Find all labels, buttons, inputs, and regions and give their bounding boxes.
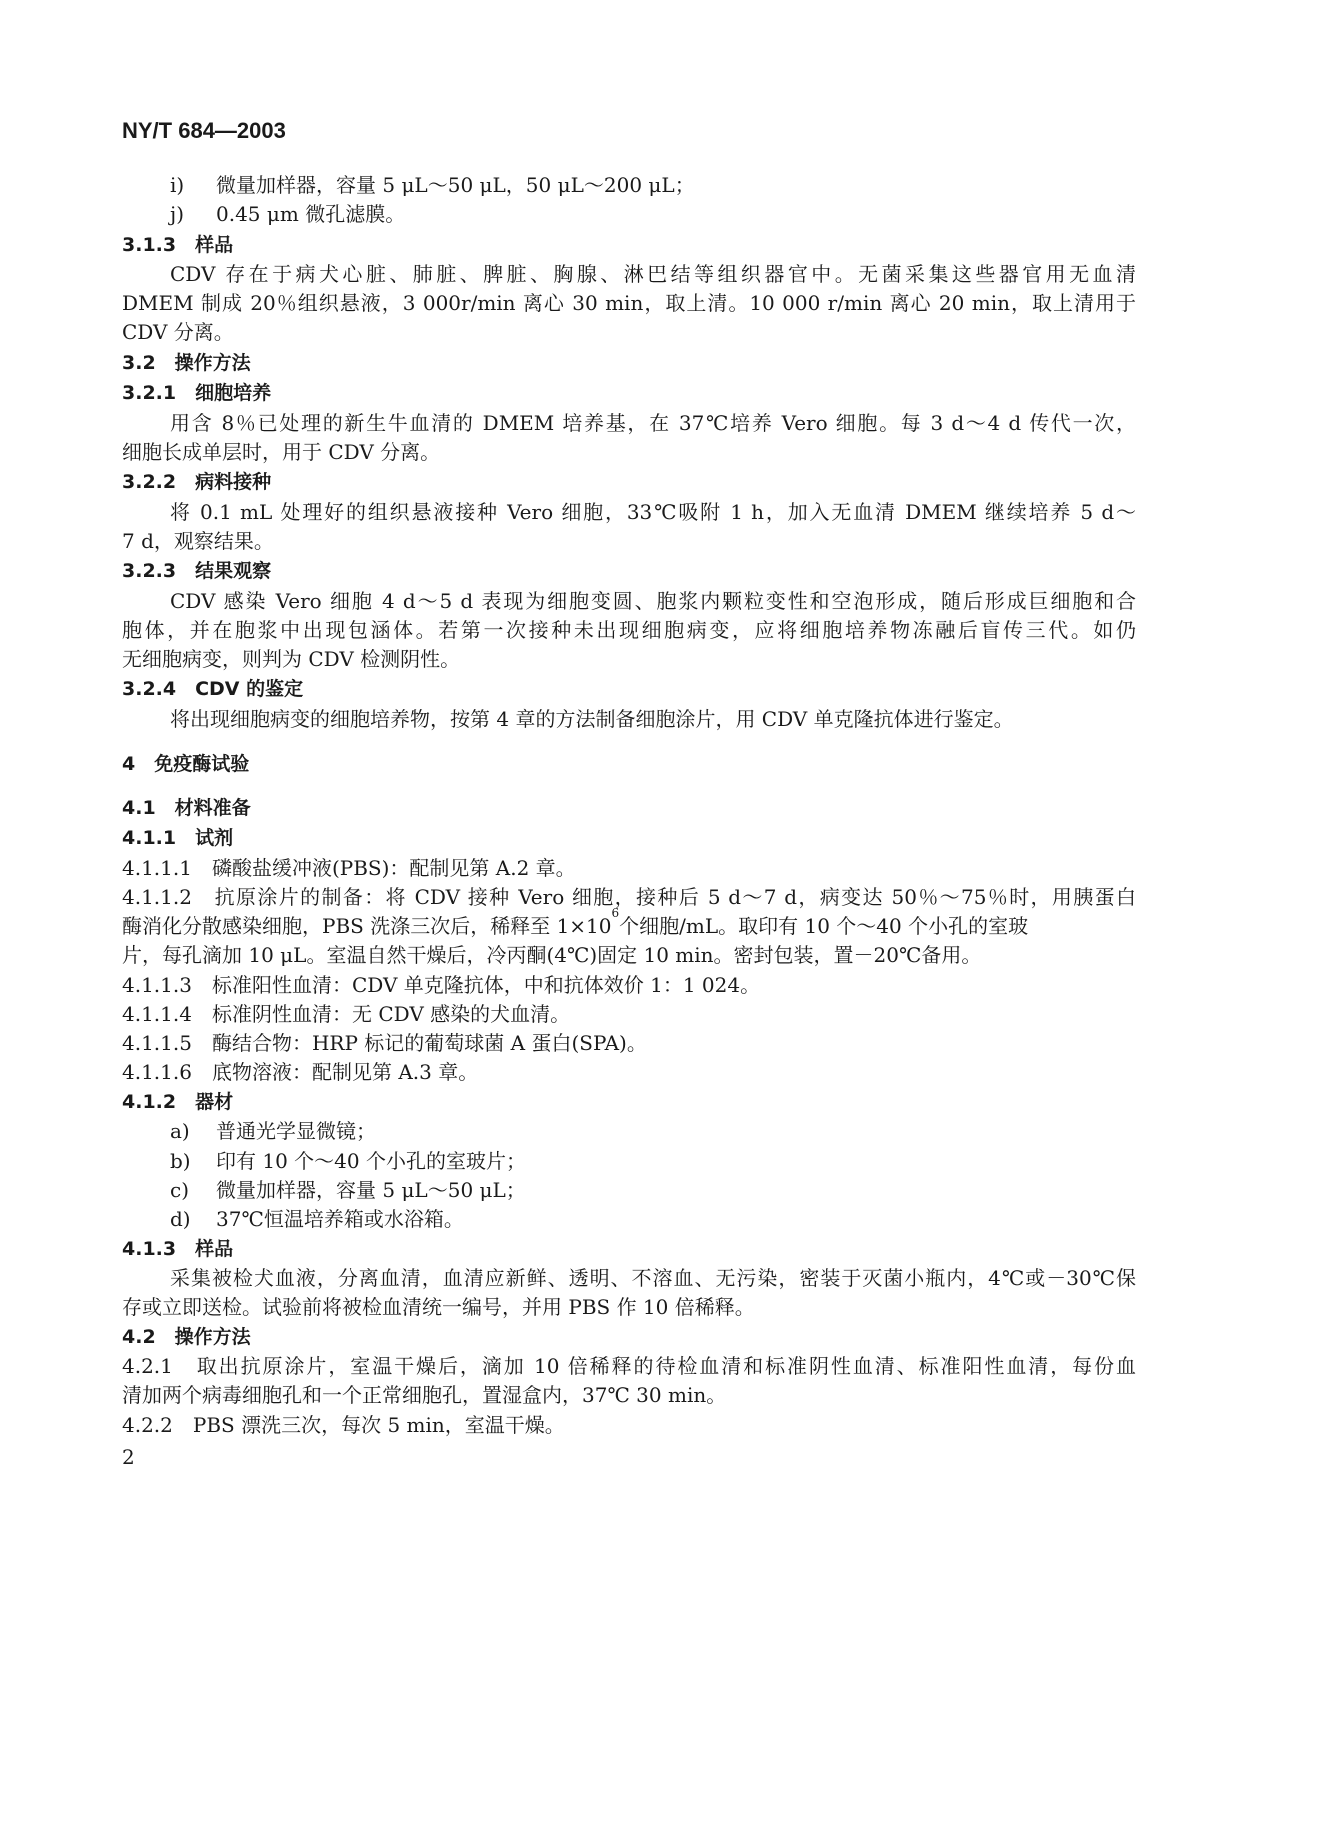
heading-4: 4 免疫酶试验 xyxy=(122,753,250,775)
list-label-d: d) xyxy=(170,1207,191,1231)
para-4-1-1-5: 4.1.1.5 酶结合物：HRP 标记的葡萄球菌 A 蛋白(SPA)。 xyxy=(122,1031,647,1055)
para-3-2-3-line3: 无细胞病变，则判为 CDV 检测阴性。 xyxy=(122,647,461,671)
para-3-1-3-line1: CDV 存在于病犬心脏、肺脏、脾脏、胸腺、淋巴结等组织器官中。无菌采集这些器官用无血清 xyxy=(170,262,1136,286)
heading-3-2: 3.2 操作方法 xyxy=(122,352,251,374)
para-4-1-3-line2: 存或立即送检。试验前将被检血清统一编号，并用 PBS 作 10 倍稀释。 xyxy=(122,1295,755,1319)
para-4-1-1-2-line2-part2: 个细胞/mL。取印有 10 个～40 个小孔的室玻 xyxy=(619,914,1029,938)
para-3-1-3-line3: CDV 分离。 xyxy=(122,320,234,344)
list-item-c: 微量加样器，容量 5 μL～50 μL； xyxy=(216,1178,526,1202)
heading-4-1-1: 4.1.1 试剂 xyxy=(122,827,234,849)
superscript-exponent: 6 xyxy=(611,906,620,920)
para-4-2-1-line2: 清加两个病毒细胞孔和一个正常细胞孔，置湿盒内，37℃ 30 min。 xyxy=(122,1383,727,1407)
para-4-1-1-3: 4.1.1.3 标准阳性血清：CDV 单克隆抗体，中和抗体效价 1：1 024。 xyxy=(122,973,761,997)
heading-4-1-3: 4.1.3 样品 xyxy=(122,1238,234,1260)
para-4-1-1-4: 4.1.1.4 标准阴性血清：无 CDV 感染的犬血清。 xyxy=(122,1002,571,1026)
para-4-2-2: 4.2.2 PBS 漂洗三次，每次 5 min，室温干燥。 xyxy=(122,1413,565,1437)
list-label-a: a) xyxy=(170,1119,190,1143)
list-item-a: 普通光学显微镜； xyxy=(216,1119,376,1143)
para-3-2-1-line2: 细胞长成单层时，用于 CDV 分离。 xyxy=(122,440,441,464)
para-4-1-1-2-line2-part1: 酶消化分散感染细胞，PBS 洗涤三次后，稀释至 1×10 xyxy=(122,914,612,938)
heading-3-1-3: 3.1.3 样品 xyxy=(122,234,234,256)
heading-3-2-2: 3.2.2 病料接种 xyxy=(122,471,272,493)
para-4-2-1-line1: 4.2.1 取出抗原涂片，室温干燥后，滴加 10 倍稀释的待检血清和标准阴性血清、标准阳性血清，每份血 xyxy=(122,1354,1136,1378)
page-number: 2 xyxy=(122,1445,135,1469)
heading-3-2-4: 3.2.4 CDV 的鉴定 xyxy=(122,678,304,700)
para-3-2-2-line1: 将 0.1 mL 处理好的组织悬液接种 Vero 细胞，33℃吸附 1 h，加入无血清 DMEM 继续培养 5 d～ xyxy=(170,500,1136,524)
para-3-2-3-line1: CDV 感染 Vero 细胞 4 d～5 d 表现为细胞变圆、胞浆内颗粒变性和空泡形成，随后形成巨细胞和合 xyxy=(170,589,1136,613)
para-4-1-3-line1: 采集被检犬血液，分离血清，血清应新鲜、透明、不溶血、无污染，密装于灭菌小瓶内，4℃或－30℃保 xyxy=(170,1266,1136,1290)
list-item-b: 印有 10 个～40 个小孔的室玻片； xyxy=(216,1149,526,1173)
document-id: NY/T 684—2003 xyxy=(122,118,286,143)
para-4-1-1-2-line2 xyxy=(122,906,1136,939)
para-4-1-1-6: 4.1.1.6 底物溶液：配制见第 A.3 章。 xyxy=(122,1060,479,1084)
list-label-b: b) xyxy=(170,1149,191,1173)
para-4-1-1-2-line3: 片，每孔滴加 10 μL。室温自然干燥后，冷丙酮(4℃)固定 10 min。密封包装，置－20℃备用。 xyxy=(122,943,982,967)
heading-4-2: 4.2 操作方法 xyxy=(122,1326,251,1348)
para-4-1-1-2-line1: 4.1.1.2 抗原涂片的制备：将 CDV 接种 Vero 细胞，接种后 5 d～7 d，病变达 50％～75％时，用胰蛋白 xyxy=(122,885,1136,909)
heading-3-2-1: 3.2.1 细胞培养 xyxy=(122,382,272,404)
list-item-j: 0.45 μm 微孔滤膜。 xyxy=(216,202,406,226)
list-item-d: 37℃恒温培养箱或水浴箱。 xyxy=(216,1207,464,1231)
para-3-1-3-line2: DMEM 制成 20％组织悬液，3 000r/min 离心 30 min，取上清。10 000 r/min 离心 20 min，取上清用于 xyxy=(122,291,1136,315)
list-label-j: j) xyxy=(170,202,185,226)
list-label-i: i) xyxy=(170,173,185,197)
para-3-2-3-line2: 胞体，并在胞浆中出现包涵体。若第一次接种未出现细胞病变，应将细胞培养物冻融后盲传三代。如仍 xyxy=(122,618,1136,642)
list-label-c: c) xyxy=(170,1178,190,1202)
para-4-1-1-1: 4.1.1.1 磷酸盐缓冲液(PBS)：配制见第 A.2 章。 xyxy=(122,856,576,880)
heading-4-1: 4.1 材料准备 xyxy=(122,797,251,819)
list-item-i: 微量加样器，容量 5 μL～50 μL，50 μL～200 μL； xyxy=(216,173,695,197)
heading-3-2-3: 3.2.3 结果观察 xyxy=(122,560,272,582)
heading-4-1-2: 4.1.2 器材 xyxy=(122,1091,234,1113)
para-3-2-2-line2: 7 d，观察结果。 xyxy=(122,529,274,553)
para-3-2-1-line1: 用含 8％已处理的新生牛血清的 DMEM 培养基，在 37℃培养 Vero 细胞。每 3 d～4 d 传代一次， xyxy=(170,411,1136,435)
para-3-2-4-line1: 将出现细胞病变的细胞培养物，按第 4 章的方法制备细胞涂片，用 CDV 单克隆抗体进行鉴定。 xyxy=(170,707,1014,731)
